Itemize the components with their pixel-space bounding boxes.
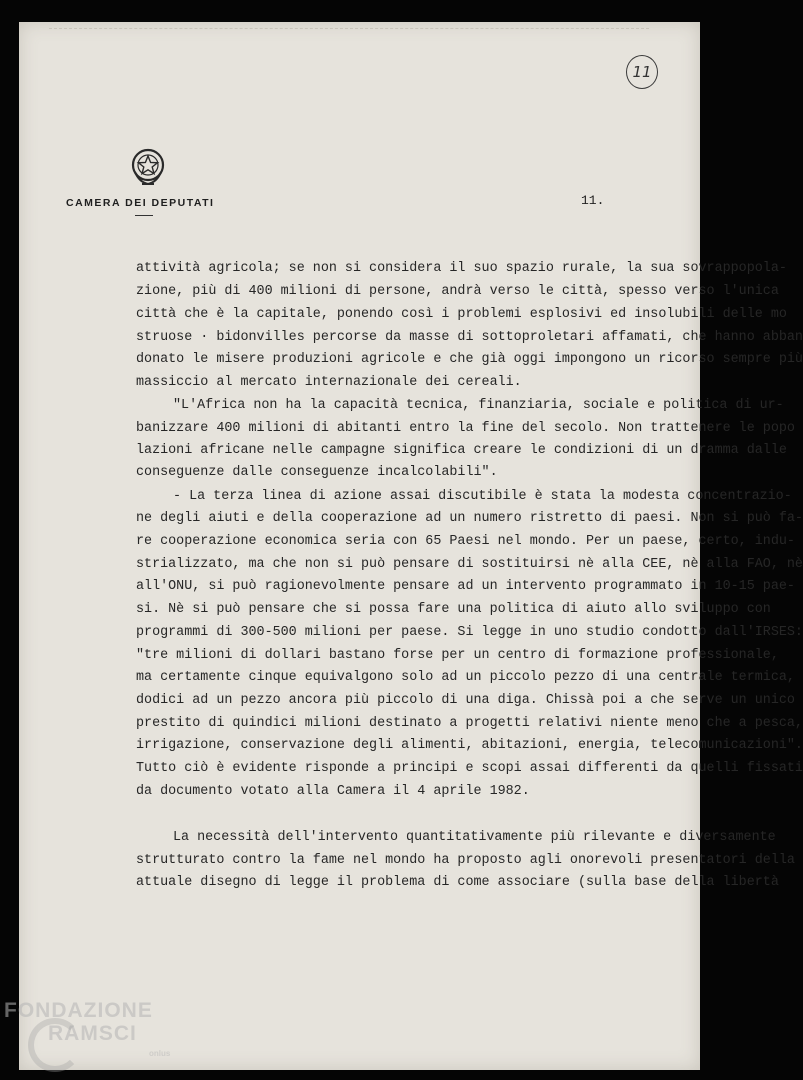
page-edge-mark [49,28,649,30]
italian-republic-emblem-icon [129,146,167,188]
text-line: attività agricola; se non si considera il suo spazio rurale, la sua sovrappopola- [136,261,787,276]
text-line: prestito di quindici milioni destinato a progetti relativi niente meno che a pesca, [136,716,803,731]
text-line: - La terza linea di azione assai discutibile è stata la modesta concentrazio- [173,489,792,504]
text-line: ne degli aiuti e della cooperazione ad un numero ristretto di paesi. Non si può fa- [136,511,803,526]
watermark-line-2: RAMSCI [48,1022,137,1045]
text-line: da documento votato alla Camera il 4 aprile 1982. [136,784,530,799]
text-line: banizzare 400 milioni di abitanti entro la fine del secolo. Non trattenere le popo [136,421,795,436]
text-line: dodici ad un pezzo ancora più piccolo di una diga. Chissà poi a che serve un unico [136,693,795,708]
text-line: strutturato contro la fame nel mondo ha proposto agli onorevoli presentatori della [136,853,795,868]
watermark-line-1: FONDAZIONE [4,999,153,1022]
text-line: "tre milioni di dollari bastano forse per un centro di formazione professionale, [136,648,779,663]
text-line: La necessità dell'intervento quantitativamente più rilevante e diversamente [173,830,776,845]
text-line: attuale disegno di legge il problema di come associare (sulla base della libertà [136,875,779,890]
text-line: Tutto ciò è evidente risponde a principi e scopi assai differenti da quelli fissati [136,761,803,776]
text-line: ma certamente cinque equivalgono solo ad un piccolo pezzo di una centrale termica, [136,670,795,685]
text-line: donato le misere produzioni agricole e che già oggi impongono un ricorso sempre più [136,352,803,367]
archive-watermark [4,999,171,1058]
text-line: re cooperazione economica seria con 65 Paesi nel mondo. Per un paese, certo, indu- [136,534,795,549]
text-line: città che è la capitale, ponendo così i problemi esplosivi ed insolubili delle mo [136,307,787,322]
watermark-g-icon [28,1018,82,1072]
document-page [19,22,803,1070]
text-line: massiccio al mercato internazionale dei cereali. [136,375,522,390]
watermark-line-3: onlus [149,1049,171,1058]
text-line: conseguenze dalle conseguenze incalcolabili". [136,465,498,480]
handwritten-page-number: 11 [626,55,658,89]
text-line: si. Nè si può pensare che si possa fare una politica di aiuto allo sviluppo con [136,602,771,617]
heading-underline [135,215,153,216]
text-line: all'ONU, si può ragionevolmente pensare ad un intervento programmato in 10-15 pae- [136,579,795,594]
text-line: programmi di 300-500 milioni per paese. Si legge in uno studio condotto dall'IRSES: [136,625,803,640]
typed-page-number: 11. [581,193,605,208]
text-line: strializzato, ma che non si può pensare di sostituirsi nè alla CEE, nè alla FAO, nè [136,557,803,572]
text-line: "L'Africa non ha la capacità tecnica, finanziaria, sociale e politica di ur- [173,398,784,413]
text-line: lazioni africane nelle campagne significa creare le condizioni di un dramma dalle [136,443,787,458]
text-line: struose · bidonvilles percorse da masse di sottoproletari affamati, che hanno abban [136,330,803,345]
chamber-heading: CAMERA DEI DEPUTATI [66,197,215,209]
text-line: irrigazione, conservazione degli alimenti, abitazioni, energia, telecomunicazioni". [136,738,803,753]
text-line: zione, più di 400 milioni di persone, andrà verso le città, spesso verso l'unica [136,284,779,299]
